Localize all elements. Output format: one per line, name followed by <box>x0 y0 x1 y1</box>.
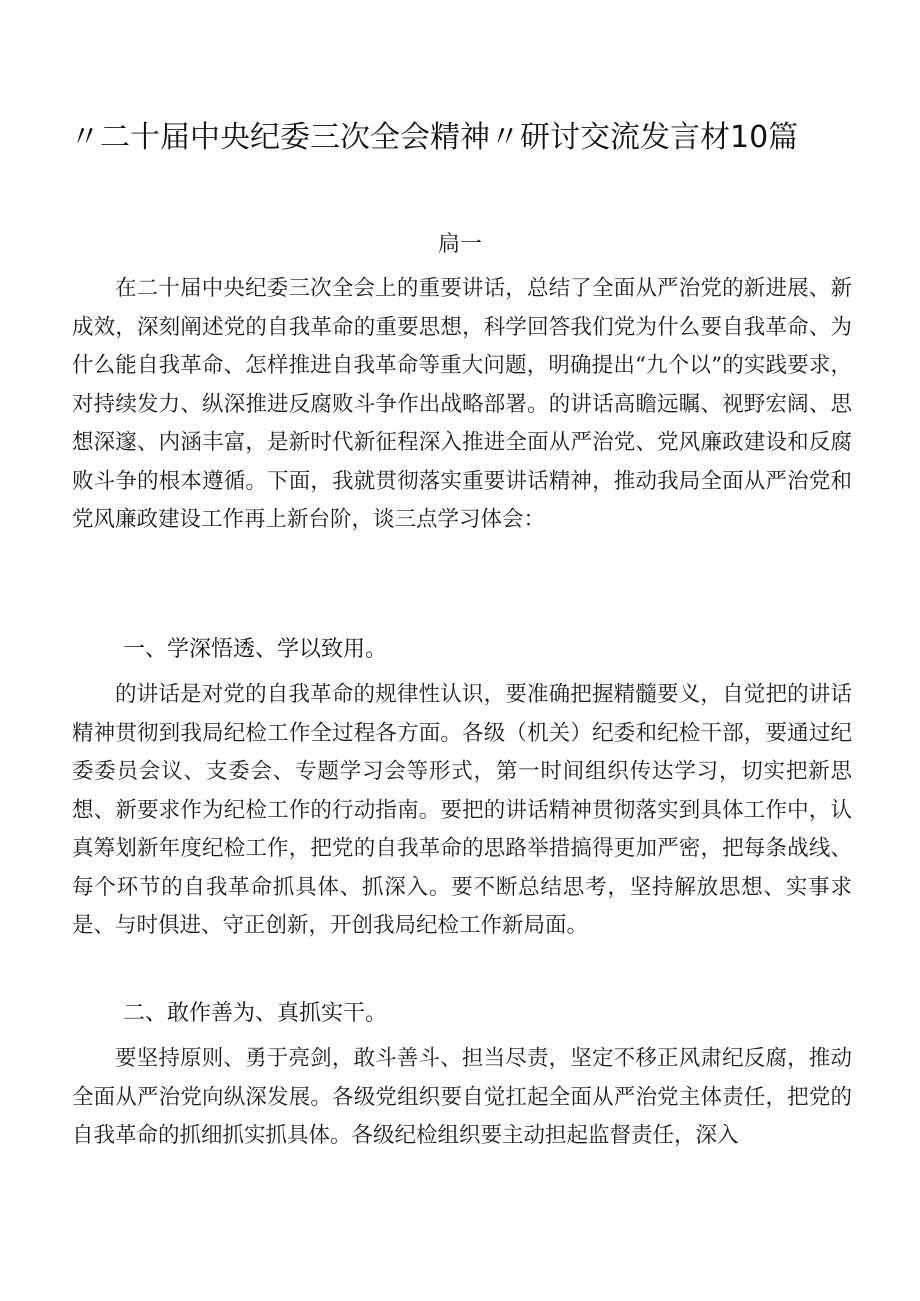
document-title: 〃二十届中央纪委三次全会精神〃研讨交流发言材10篇 <box>70 120 799 155</box>
section-heading-2: 二、敢作善为、真抓实干。 <box>123 1001 388 1026</box>
section-heading-1: 一、学深悟透、学以致用。 <box>123 637 388 662</box>
paragraph-intro: 在二十届中央纪委三次全会上的重要讲话，总结了全面从严治党的新进展、新成效，深刻阐述党的自我革命的重要思想，科学回答我们党为什么要自我革命、为什么能自我革命、怎样推进自我革命等重大问题，明确提出“九个以”的实践要求，对持续发力、纵深推进反腐败斗争作出战略部署。的讲话高瞻远瞩、视野宏阔、思想深邃、内涵丰富，是新时代新征程深入推进全面从严治党、党风廉政建设和反腐败斗争的根本遵循。下面，我就贯彻落实重要讲话精神，推动我局全面从严治党和党风廉政建设工作再上新台阶，谈三点学习体会： <box>72 276 852 532</box>
paragraph-section-1: 的讲话是对党的自我革命的规律性认识，要准确把握精髓要义，自觉把的讲话精神贯彻到我局纪检工作全过程各方面。各级（机关）纪委和纪检干部，要通过纪委委员会议、支委会、专题学习会等形式，第一时间组织传达学习，切实把新思想、新要求作为纪检工作的行动指南。要把的讲话精神贯彻落实到具体工作中，认真筹划新年度纪检工作，把党的自我革命的思路举措搞得更加严密，把每条战线、每个环节的自我革命抓具体、抓深入。要不断总结思考，坚持解放思想、实事求是、与时俱进、守正创新，开创我局纪检工作新局面。 <box>72 682 852 938</box>
paragraph-section-2: 要坚持原则、勇于亮剑，敢斗善斗、担当尽责，坚定不移正风肃纪反腐，推动全面从严治党向纵深发展。各级党组织要自觉扛起全面从严治党主体责任，把党的自我革命的抓细抓实抓具体。各级纪检组织要主动担起监督责任，深入 <box>72 1046 852 1148</box>
section-label: 扃一 <box>437 232 482 257</box>
